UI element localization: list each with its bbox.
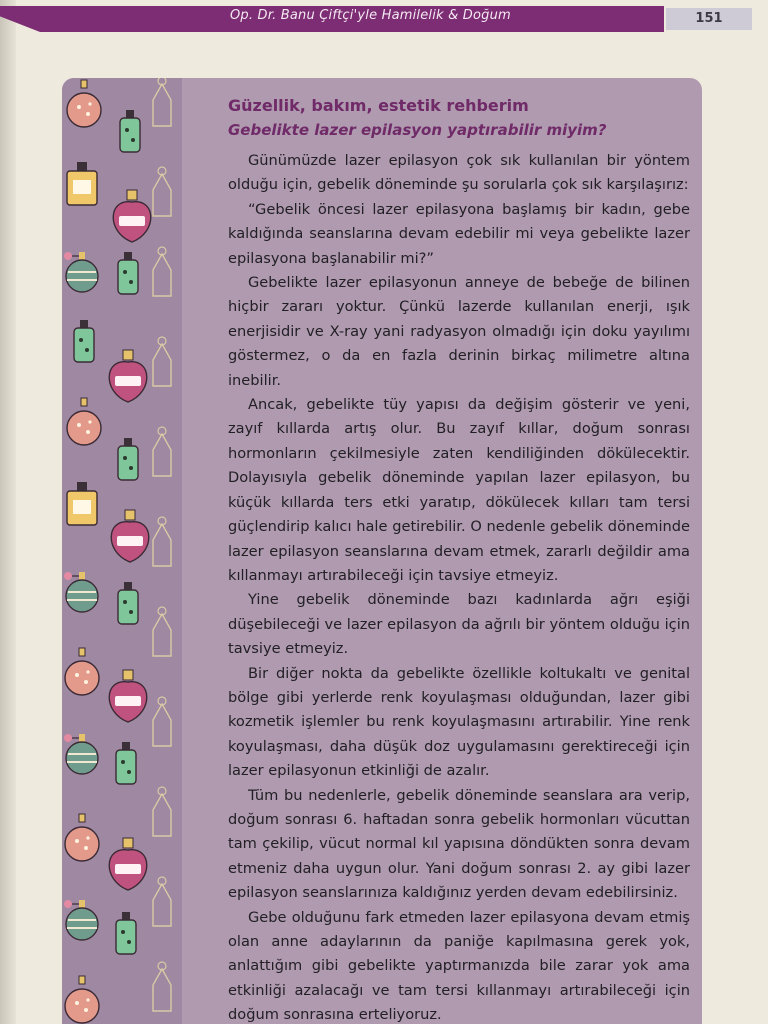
perfume-bottle-icons — [62, 78, 182, 1024]
running-header-title: Op. Dr. Banu Çiftçi'yle Hamilelik & Doğum — [230, 8, 511, 23]
paragraph: “Gebelik öncesi lazer epilasyona başlamış bir kadın, gebe kaldığında seanslarına devam edebilir mi veya gebelikte lazer epilasyona başlanabilir mi?” — [228, 200, 690, 267]
bottle-column-left — [64, 80, 101, 1023]
page-number: 151 — [666, 8, 752, 30]
paragraph: Gebelikte lazer epilasyonun anneye de bebeğe de bilinen hiçbir zararı yoktur. Çünkü lazerde kullanılan enerji, ışık enerjisidir ve X-ray yani radyasyon olmadığı için doku yayılımı göstermez, o da en fazla derinin birkaç milimetre altına inebilir. — [228, 274, 690, 389]
page-gutter — [0, 0, 16, 1024]
paragraph: Gebe olduğunu fark etmeden lazer epilasyona devam etmiş olan anne adaylarının da paniğe kapılmasına gerek yok, anlattığım gibi gebelikte yaptırmanızda bile zarar yok ama etkinliği azalacağı ve tam tersi kıllanmayı artırabileceği için doğum sonrasına erteliyoruz. — [228, 908, 690, 1024]
section-title: Güzellik, bakım, estetik rehberim — [228, 96, 529, 115]
bottle-column-right-outline — [153, 78, 171, 1011]
bottle-column-middle — [109, 110, 151, 954]
question-heading: Gebelikte lazer epilasyon yaptırabilir miyim? — [228, 121, 607, 139]
content-panel — [62, 78, 702, 1024]
paragraph: Günümüzde lazer epilasyon çok sık kullanılan bir yöntem olduğu için, gebelik döneminde şu sorularla çok sık karşılaşırız: — [228, 152, 690, 194]
paragraph: Ancak, gebelikte tüy yapısı da değişim gösterir ve yeni, zayıf kıllarda artış olur. Bu zayıf kıllar, doğum sonrası hormonların çekilmesiyle zaten kendiliğinden dökülecektir. Dolayısıyla gebelik döneminde yapılan lazer epilasyon, bu küçük kıllarda ters etki yaratıp, dökülecek kılları tam tersi güçlendirip kalıcı hale getirebilir. O nedenle gebelik döneminde lazer epilasyon seanslarına devam etmek, zararlı değildir ama kıllanmayı artırabileceği için tavsiye etmeyiz. — [228, 396, 690, 584]
paragraph: Tüm bu nedenlerle, gebelik döneminde seanslara ara verip, doğum sonrası 6. haftadan sonra gebelik hormonları vücuttan tam çekilip, vücut normal kıl yapısına döndükten sonra devam etmeniz daha uygun olur. Yani doğum sonrası 2. ay gibi lazer epilasyon seanslarınıza kaldığınız yerden devam edebilirsiniz. — [228, 786, 690, 902]
paragraph: Bir diğer nokta da gebelikte özellikle koltukaltı ve genital bölge gibi yerlerde renk koyulaşması olduğundan, lazer gibi kozmetik işlemler bu renk koyulaşmasını artırabilir. Yine renk koyulaşması, daha düşük doz uygulamasını gerektireceği için lazer epilasyonun etkinliği de azalır. — [228, 664, 690, 780]
paragraph: Yine gebelik döneminde bazı kadınlarda ağrı eşiği düşebileceği ve lazer epilasyon da ağrılı bir yöntem olduğu için tavsiye etmeyiz. — [228, 591, 690, 658]
perfume-pattern-strip — [62, 78, 182, 1024]
article-content — [228, 96, 690, 1024]
